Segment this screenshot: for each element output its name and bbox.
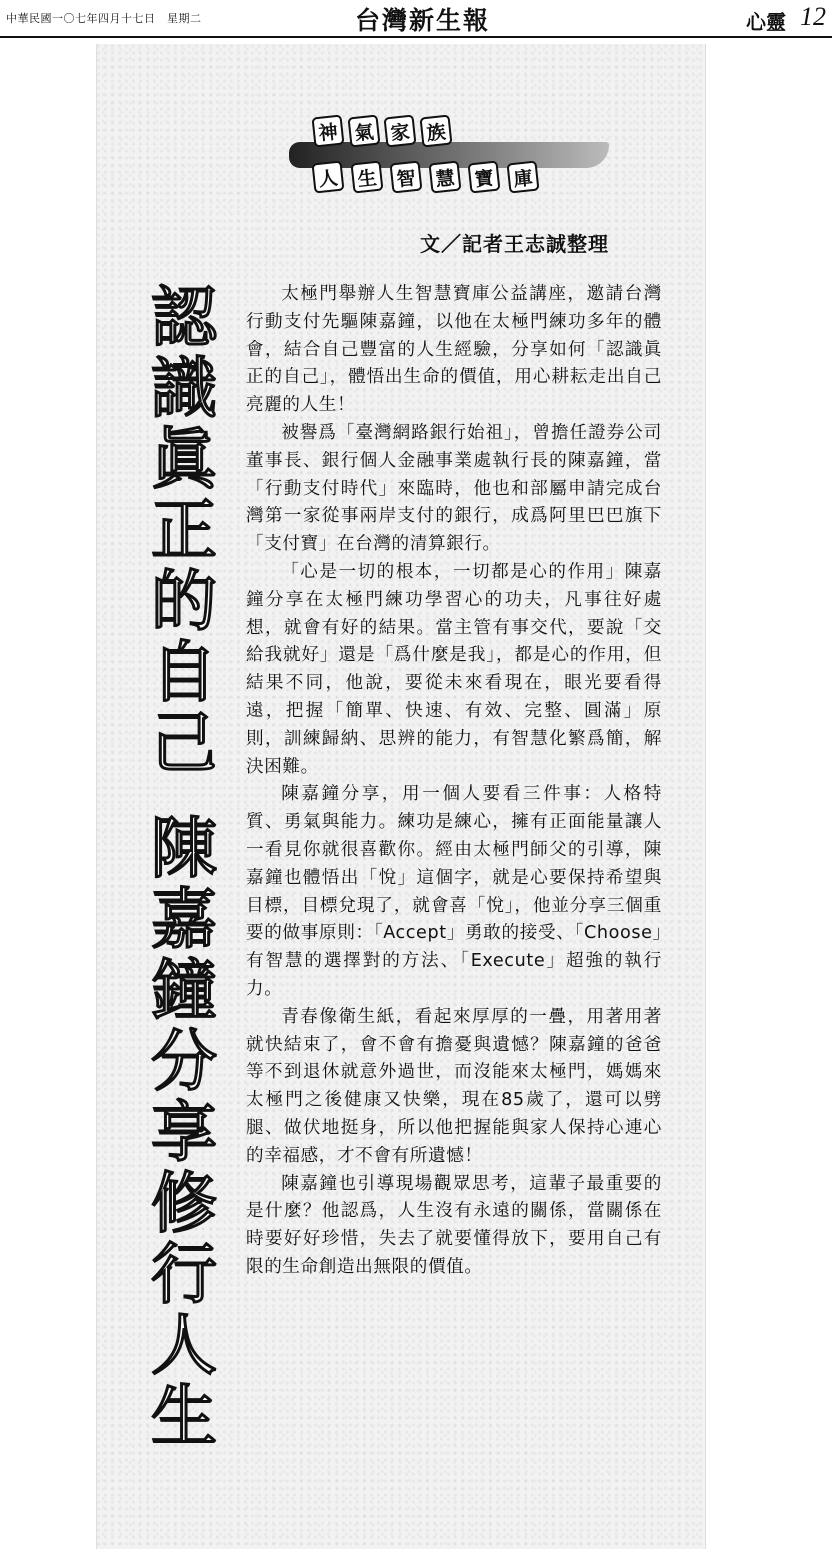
headline-char: 自 xyxy=(151,634,217,711)
section-name: 心靈 xyxy=(746,10,786,34)
banner-char: 慧 xyxy=(429,161,462,194)
page-number: 12 xyxy=(800,2,826,31)
article-paragraph: 青春像衛生紙，看起來厚厚的一疊，用著用著就快結束了，會不會有擔憂與遺憾？陳嘉鐘的爸爸等不到退休就意外過世，而沒能來太極門，媽媽來太極門之後健康又快樂，現在85歲了，還可以劈腿、做伏地挺身，所以他把握能與家人保持心連心的幸福感，才不會有所遺憾！ xyxy=(246,1006,662,1166)
banner-char: 神 xyxy=(312,115,345,148)
newspaper-name: 台灣新生報 xyxy=(355,6,491,35)
headline-char: 的 xyxy=(151,563,217,640)
banner-char: 氣 xyxy=(348,115,381,148)
headline-char: 人 xyxy=(151,1307,217,1384)
headline-char: 正 xyxy=(151,492,217,569)
article-paragraph: 陳嘉鐘也引導現場觀眾思考，這輩子最重要的是什麼？他認爲，人生沒有永遠的關係，當關係在時要好好珍惜，失去了就要懂得放下，要用自己有限的生命創造出無限的價值。 xyxy=(246,1173,662,1277)
article-paragraph: 太極門舉辦人生智慧寶庫公益講座，邀請台灣行動支付先驅陳嘉鐘，以他在太極門練功多年的體會，結合自己豐富的人生經驗，分享如何「認識眞正的自己」，體悟出生命的價值，用心耕耘走出自己亮麗的人生！ xyxy=(246,284,662,416)
headline-char: 分 xyxy=(151,1023,217,1100)
banner-char: 生 xyxy=(351,161,384,194)
headline-char: 行 xyxy=(151,1236,217,1313)
masthead xyxy=(0,0,832,38)
banner-char: 寶 xyxy=(468,161,501,194)
headline-char: 修 xyxy=(151,1165,217,1242)
banner-line-2 xyxy=(313,162,538,192)
banner-char: 智 xyxy=(390,161,423,194)
headline-char: 生 xyxy=(151,1378,217,1455)
article-body xyxy=(246,281,662,1282)
headline-char: 眞 xyxy=(151,421,217,498)
article-paragraph: 陳嘉鐘分享，用一個人要看三件事：人格特質、勇氣與能力。練功是練心，擁有正面能量讓人一看見你就很喜歡你。經由太極門師父的引導，陳嘉鐘也體悟出「悅」這個字，就是心要保持希望與目標，目標兌現了，就會喜「悅」，他並分享三個重要的做事原則：「Accept」勇敢的接受、「Choose」有智慧的選擇對的方法、「Execute」超強的執行力。 xyxy=(246,784,662,999)
banner-char: 人 xyxy=(312,161,345,194)
headline-char: 嘉 xyxy=(151,881,217,958)
headline-char: 識 xyxy=(151,350,217,427)
headline-gap xyxy=(138,779,230,813)
headline-char: 認 xyxy=(151,279,217,356)
byline: 文／記者王志誠整理 xyxy=(420,232,609,256)
headline-char: 己 xyxy=(151,705,217,782)
column-banner xyxy=(289,110,609,198)
article-paragraph: 被譽爲「臺灣網路銀行始祖」，曾擔任證券公司董事長、銀行個人金融事業處執行長的陳嘉鐘，當「行動支付時代」來臨時，他也和部屬申請完成台灣第一家從事兩岸支付的銀行，成爲阿里巴巴旗下「支付寶」在台灣的清算銀行。 xyxy=(246,422,662,555)
banner-char: 庫 xyxy=(507,161,540,194)
article-paragraph: 「心是一切的根本，一切都是心的作用」陳嘉鐘分享在太極門練功學習心的功夫，凡事往好處想，就會有好的結果。當主管有事交代，要說「交給我就好」還是「爲什麼是我」，都是心的作用，但結果不同，他說，要從未來看現在，眼光要看得遠，把握「簡單、快速、有效、完整、圓滿」原則，訓練歸納、思辨的能力，有智慧化繁爲簡，解決困難。 xyxy=(246,561,662,777)
headline-char: 陳 xyxy=(151,810,217,887)
banner-char: 族 xyxy=(420,115,453,148)
issue-date: 中華民國一〇七年四月十七日 星期二 xyxy=(6,12,202,25)
banner-char: 家 xyxy=(384,115,417,148)
headline-char: 享 xyxy=(151,1094,217,1171)
headline-char: 鐘 xyxy=(151,952,217,1029)
vertical-headline xyxy=(138,279,230,1455)
banner-line-1 xyxy=(313,116,451,146)
